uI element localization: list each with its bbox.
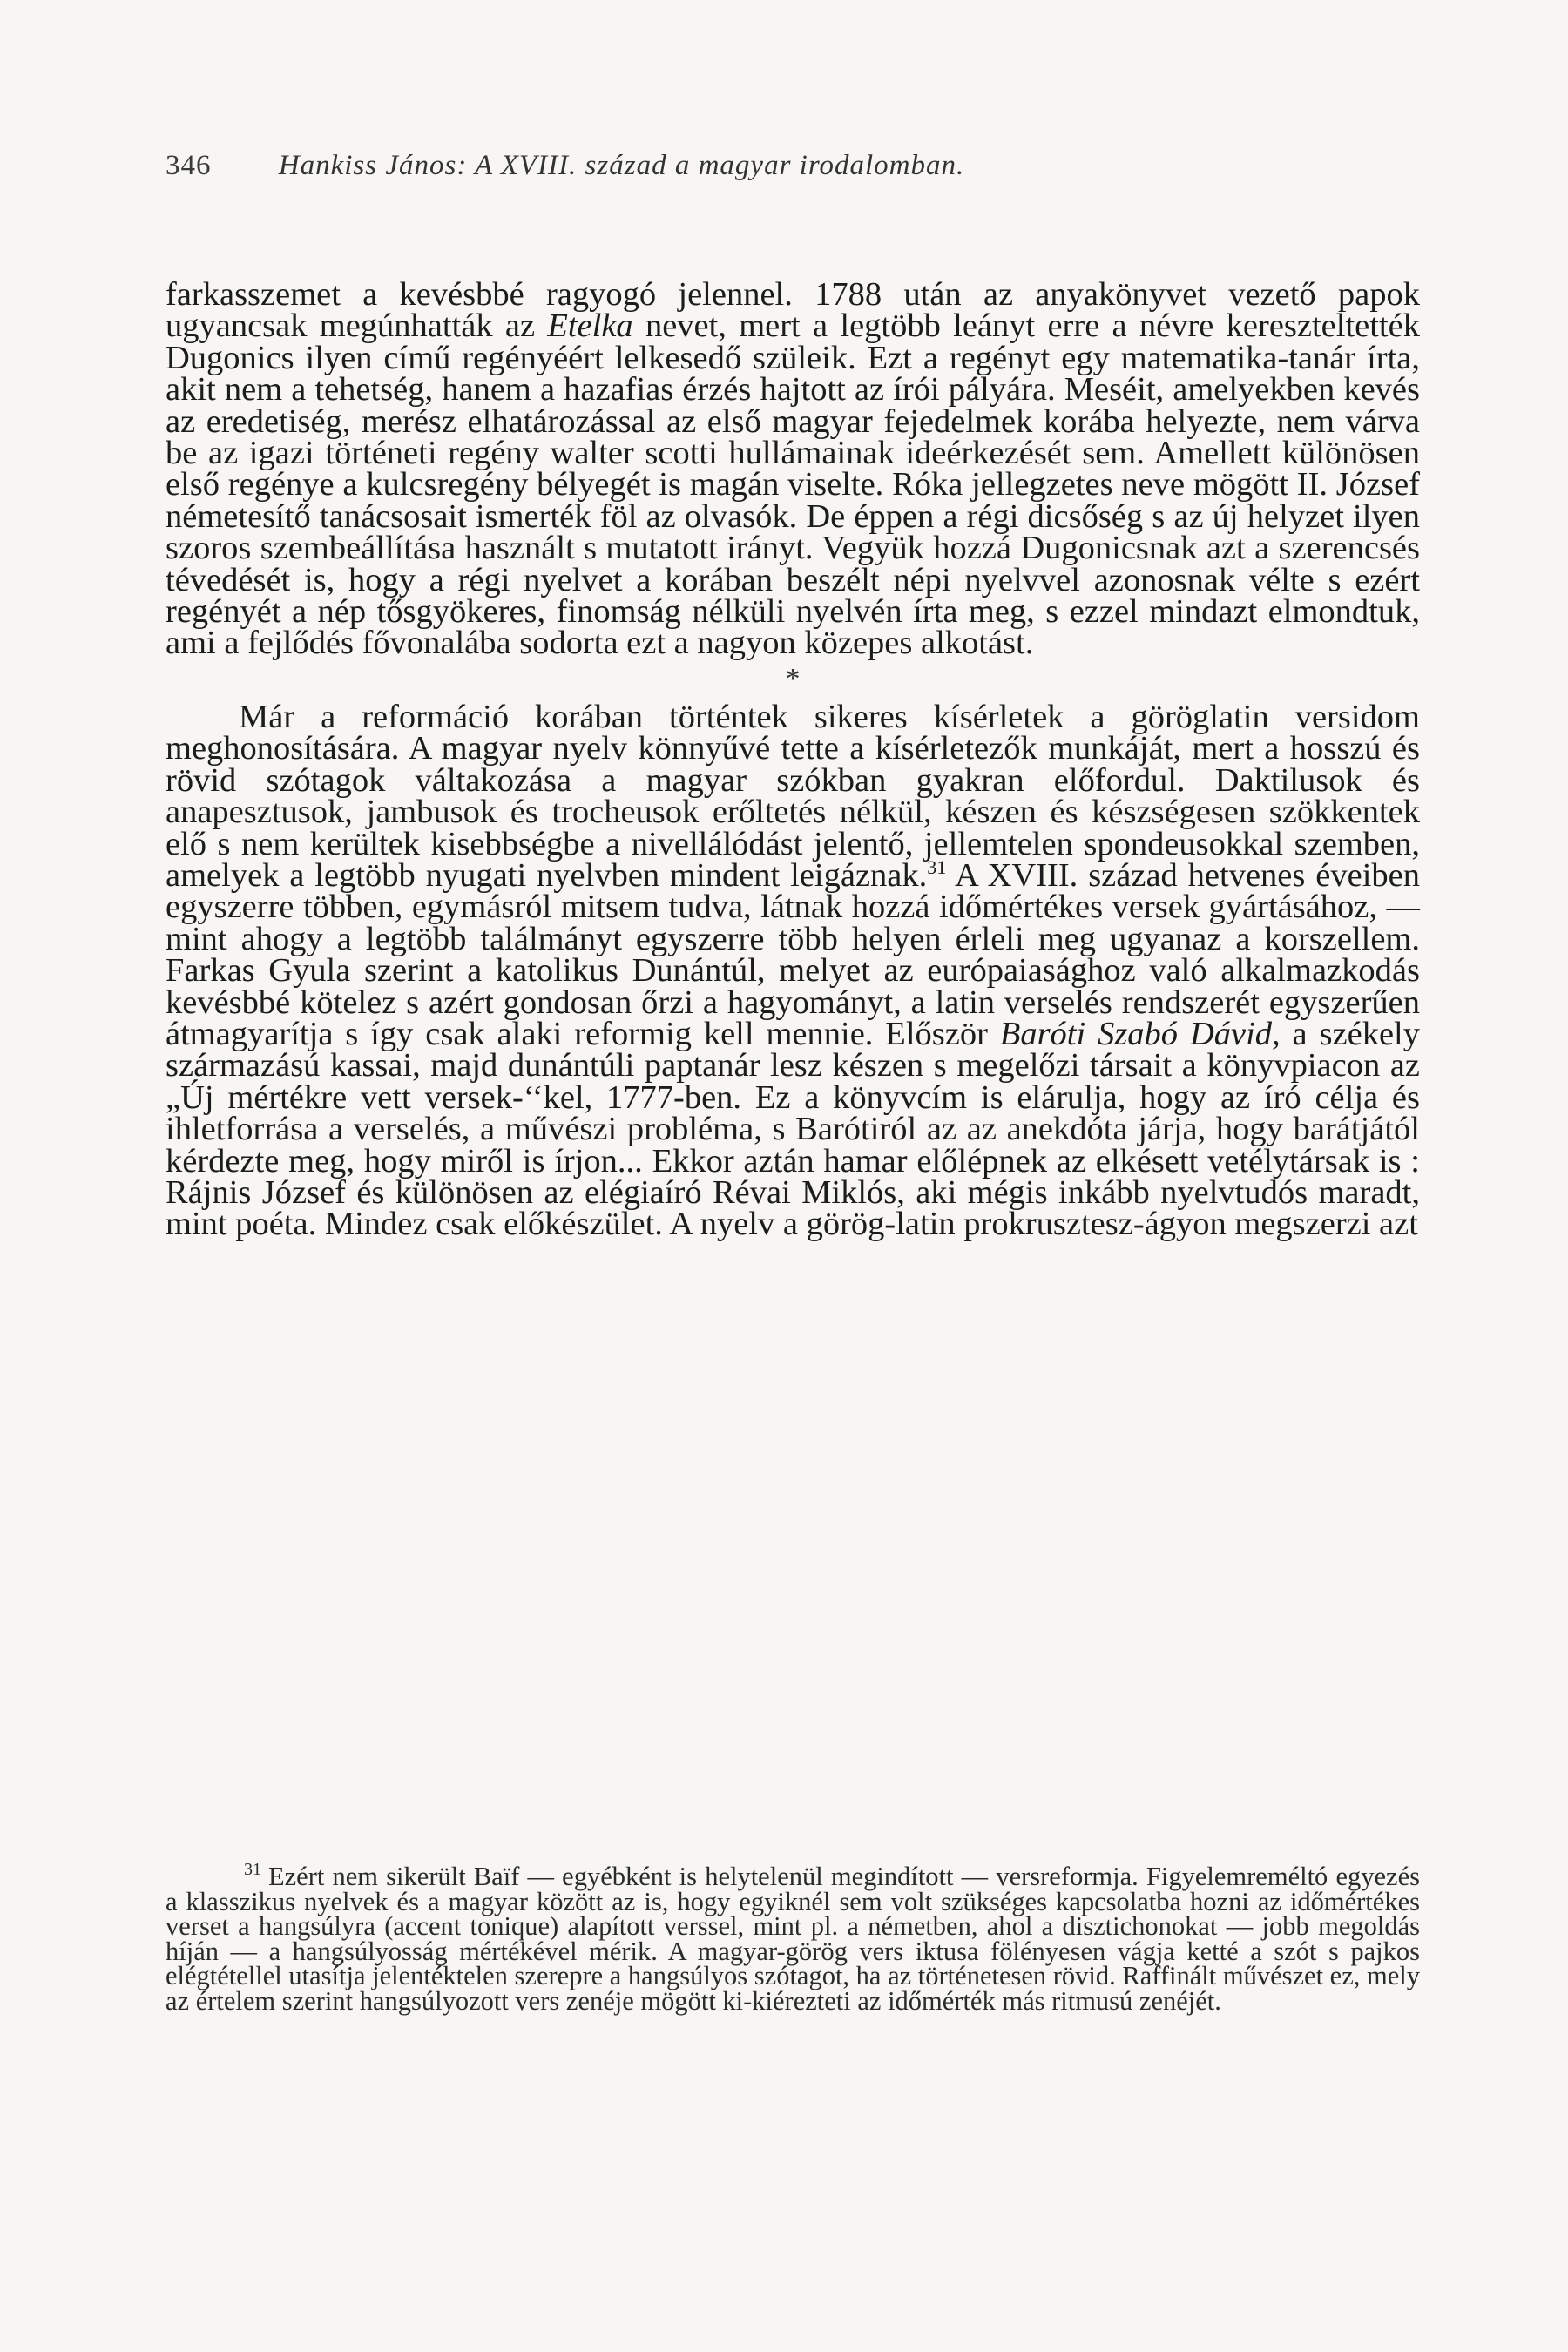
footnote-31 xyxy=(166,1860,1420,2016)
paragraph-2 xyxy=(166,698,1420,1243)
section-break-asterisk: * xyxy=(785,662,801,695)
footnote-number: 31 xyxy=(244,1860,261,1879)
paragraph-1-text-b: nevet, mert a legtöbb leányt erre a névre kereszteltették Dugonics ilyen című regényéért lelkesedő szüleik. Ezt a regényt egy matematika-tanár írta, akit nem a tehetség, hanem a hazafias érzés hajtott az írói pályára. Meséit, amelyekben kevés az eredetiség, merész elhatározással az első magyar fejedelmek korába helyezte, nem várva be az igazi történeti regény walter scotti hullámainak ideérkezését sem. Amellett különösen első regénye a kulcsregény bélyegét is magán viselte. Róka jellegzetes neve mögött II. József németesítő tanácsosait ismerték föl az olvasók. De éppen a régi dicsőség s az új helyzet ilyen szoros szembeállítása használt s mutatott irányt. Vegyük hozzá Dugonicsnak azt a szerencsés tévedését is, hogy a régi nyelvet a korában beszélt népi nyelvvel azonosnak vélte s ezért regényét a nép tősgyökeres, finomság nélküli nyelvén írta meg, s ezzel mindazt elmondtuk, ami a fejlődés fővonalába sodorta ezt a nagyon közepes alkotást. xyxy=(166,308,1420,662)
paragraph-2-text-c: , a székely származású kassai, majd dunántúli paptanár lesz készen s megelőzi társait a könyvpiacon az „Új mértékre vett versek-‘‘kel, 1777-ben. Ez a könyvcím is elárulja, hogy az író célja és ihletforrása a verselés, a művészi probléma, s Barótiról az az anekdóta járja, hogy barátjától kérdezte meg, hogy miről is írjon... Ekkor aztán hamar előlépnek az elkésett vetélytársak is : Rájnis József és különösen az elégiaíró Révai Miklós, aki mégis inkább nyelvtudós maradt, mint poéta. Mindez csak előkészület. A nyelv a görög-latin prokrusztesz-ágyon megszerzi azt xyxy=(166,1015,1420,1243)
paragraph-2-text-b: A XVIII. század hetvenes éveiben egyszerre többen, egymásról mitsem tudva, látnak hozzá időmértékes versek gyártásához, — mint ahogy a legtöbb találmányt egyszerre több helyen érleli meg ugyanaz a korszellem. Farkas Gyula szerint a katolikus Dunántúl, melyet az európaiasághoz való alkalmazkodás kevésbbé kötelez s azért gondosan őrzi a hagyományt, a latin verselés rendszerét egyszerűen átmagyarítja s így csak alaki reformig kell mennie. Először xyxy=(166,856,1420,1052)
paragraph-2-text-a: Már a reformáció korában történtek sikeres kísérletek a göröglatin versidom meghonosítására. A magyar nyelv könnyűvé tette a kísérletezők munkáját, mert a hosszú és rövid szótagok váltakozása a magyar szókban gyakran előfordul. Daktilusok és anapesztusok, jambusok és trocheusok erőltetés nélkül, készen és készségesen szökkentek elő s nem kerültek kisebbségbe a nivellálódást jelentő, jellemtelen spondeusokkal szemben, amelyek a legtöbb nyugati nyelvben mindent leigáznak. xyxy=(166,698,1420,894)
page-number: 346 xyxy=(166,150,212,181)
body-text xyxy=(166,276,1420,1243)
baroti-name: Baróti Szabó Dávid xyxy=(999,1015,1273,1052)
footnotes xyxy=(166,1860,1420,2016)
footnote-reference-31[interactable]: 31 xyxy=(927,855,947,878)
footnote-text: Ezért nem sikerült Baïf — egyébként is helytelenül megindított — versreformja. Figyelemreméltó egyezés a klasszikus nyelvek és a magyar között az is, hogy egyiknél sem volt szükséges kapcsolatba hozni az időmértékes verset a hangsúlyra (accent tonique) alapított verssel, mint pl. a németben, ahol a disztichonokat — jobb megoldás híján — a hangsúlyosság mértékével mérik. A magyar-görög vers iktusa fölényesen vágja ketté a szót s pajkos elégtétellel utasítja jelentéktelen szerepre a hangsúlyos szótagot, ha az történetesen rövid. Raffinált művészet ez, mely az értelem szerint hangsúlyozott vers zenéje mögött ki-kiérezteti az időmérték más ritmusú zenéjét. xyxy=(166,1862,1420,2016)
running-head-title: Hankiss János: A XVIII. század a magyar irodalomban. xyxy=(278,150,965,181)
running-head xyxy=(166,150,1420,182)
paragraph-1-text-a: farkasszemet a kevésbbé ragyogó jelennel. 1788 után az anyakönyvet vezető papok ugyancsak megúnhatták az xyxy=(166,276,1420,345)
paragraph-1 xyxy=(166,276,1420,662)
etelka-term: Etelka xyxy=(547,308,633,345)
